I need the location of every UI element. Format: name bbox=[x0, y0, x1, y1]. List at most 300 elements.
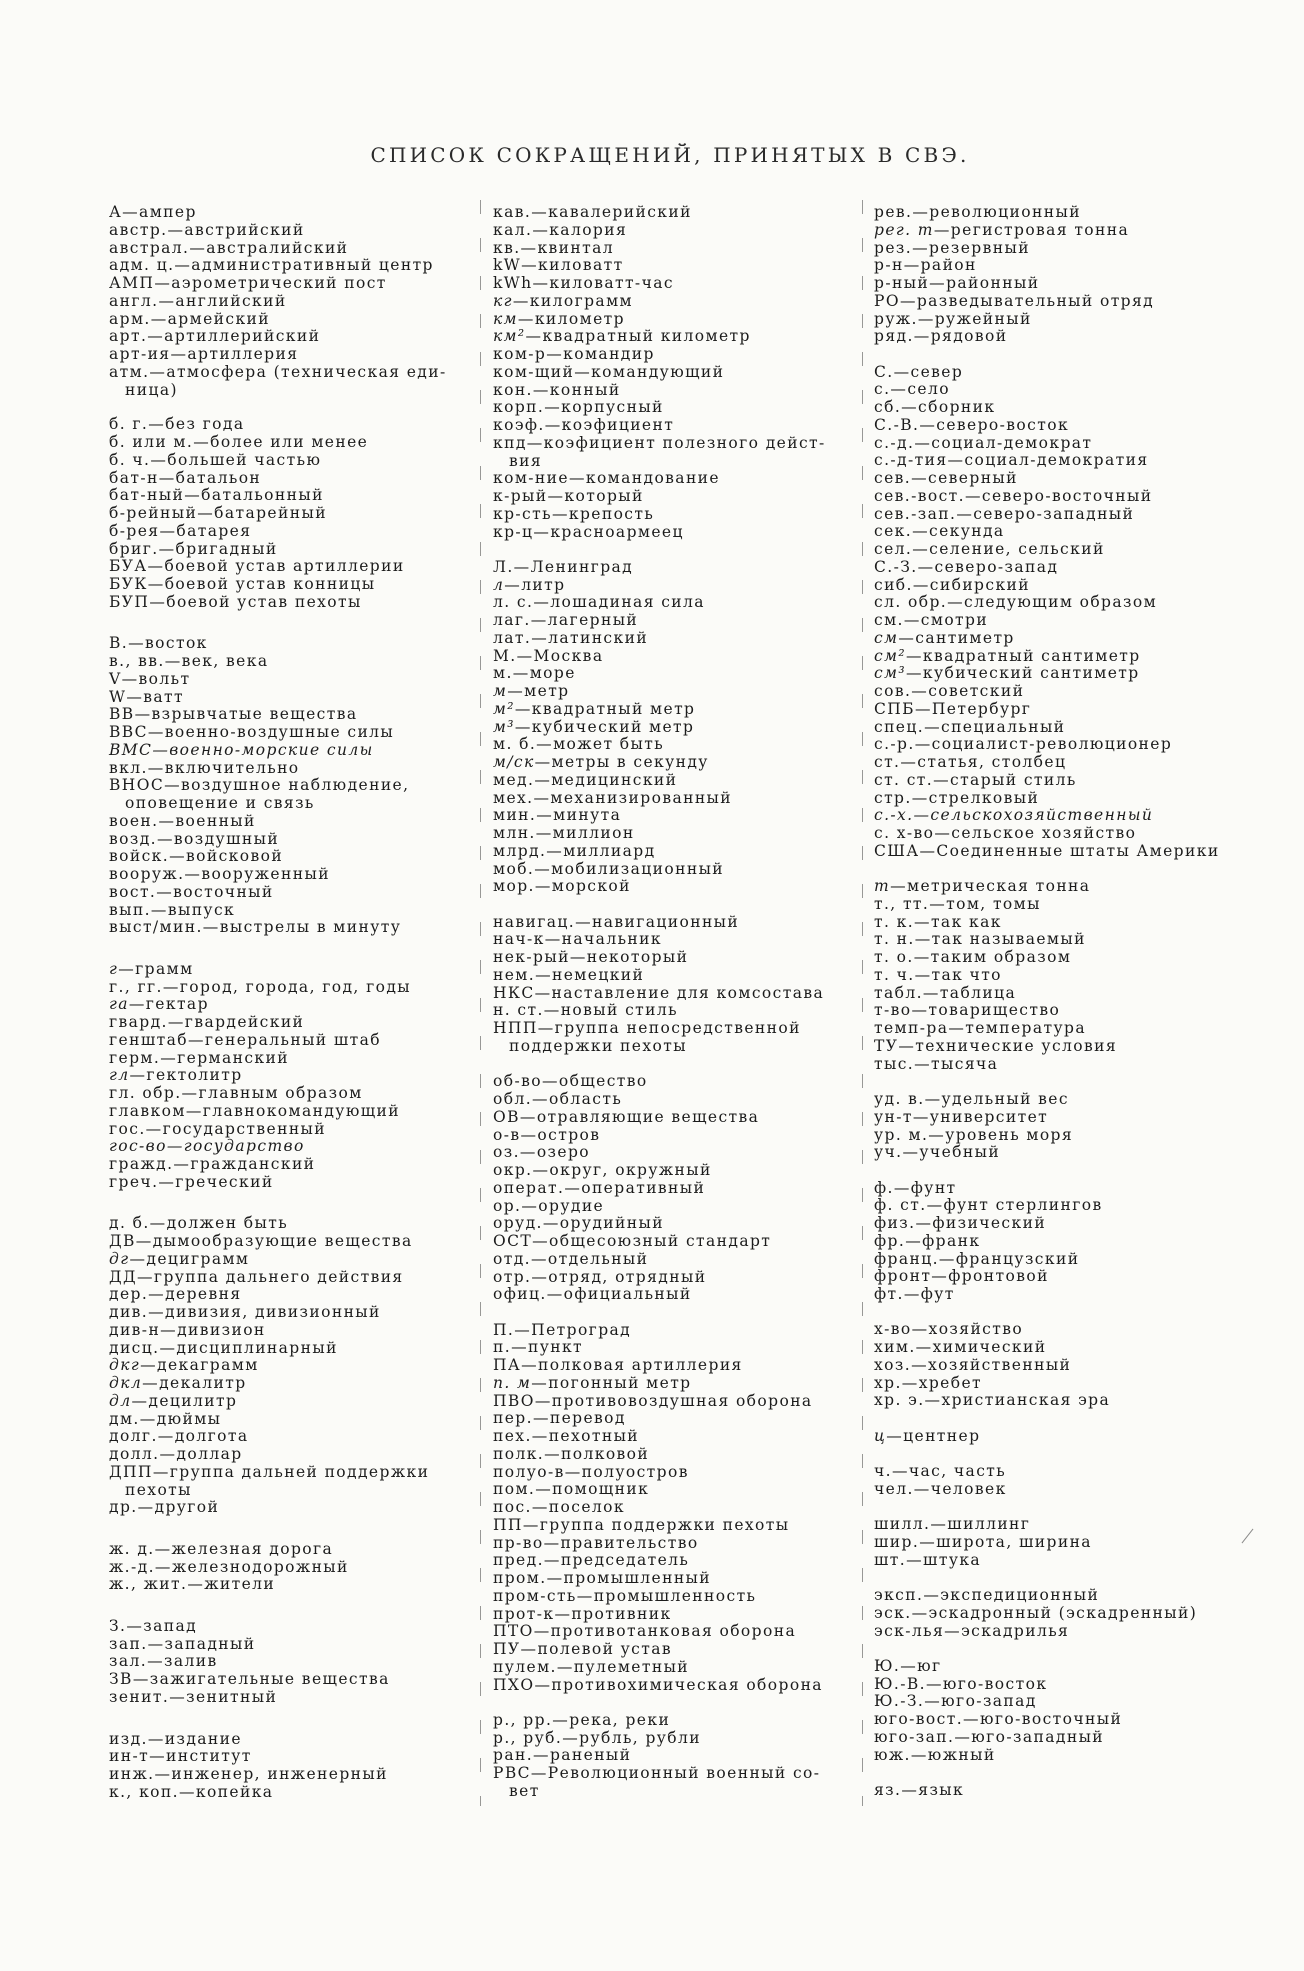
abbreviation: тыс. bbox=[874, 1054, 915, 1073]
entry-dash: — bbox=[522, 1515, 540, 1534]
abbreviation: рев. bbox=[874, 203, 913, 221]
abbreviation-definition: квадратный метр bbox=[531, 699, 696, 718]
abbreviation-entry bbox=[874, 1251, 1239, 1269]
abbreviation-definition: секунда bbox=[928, 522, 1005, 541]
abbreviation-entry bbox=[874, 1375, 1239, 1393]
abbreviation-entry bbox=[874, 523, 1239, 541]
entry-dash: — bbox=[159, 521, 177, 540]
abbreviation: ф. ст. bbox=[874, 1196, 927, 1215]
abbreviation-definition: сборник bbox=[918, 398, 996, 417]
entry-dash: — bbox=[535, 965, 552, 984]
abbreviation-entry bbox=[109, 1233, 464, 1251]
entry-dash: — bbox=[913, 806, 931, 825]
abbreviation-definition: грамм bbox=[135, 959, 194, 978]
abbreviation-definition: противник bbox=[571, 1604, 672, 1623]
entry-dash: — bbox=[898, 1036, 916, 1055]
abbreviation-definition: озеро bbox=[536, 1143, 591, 1162]
entry-dash: — bbox=[934, 824, 952, 843]
abbreviation: ор. bbox=[493, 1196, 522, 1215]
abbreviation: гос. bbox=[109, 1119, 146, 1138]
entry-dash: — bbox=[531, 628, 549, 647]
abbreviation-entry bbox=[493, 1215, 848, 1233]
abbreviation-definition: юго-запад bbox=[941, 1692, 1037, 1711]
entry-dash: — bbox=[903, 611, 921, 630]
abbreviation: австрал. bbox=[109, 238, 190, 257]
abbreviation-entry bbox=[109, 364, 464, 382]
entry-dash: — bbox=[575, 912, 592, 931]
abbreviation-definition: человек bbox=[930, 1479, 1007, 1498]
abbreviation: м² bbox=[493, 699, 515, 718]
abbreviation-definition: инженер, инженерный bbox=[171, 1765, 388, 1784]
abbreviation-definition: температура bbox=[965, 1019, 1086, 1038]
abbreviation: н. ст. bbox=[493, 1001, 544, 1020]
entry-dash: — bbox=[944, 1621, 962, 1640]
abbreviation-definition: резервный bbox=[928, 238, 1030, 257]
abbreviation-entry bbox=[109, 1541, 464, 1559]
entry-dash: — bbox=[139, 1409, 157, 1428]
abbreviation: вост. bbox=[109, 882, 157, 901]
abbreviation-definition: раненый bbox=[549, 1746, 632, 1765]
entry-dash: — bbox=[569, 948, 587, 967]
abbreviation-definition: округ, окружный bbox=[549, 1161, 712, 1180]
abbreviation: С.-З. bbox=[874, 557, 918, 576]
abbreviation-definition: командование bbox=[585, 469, 720, 488]
abbreviation: ОВ bbox=[493, 1107, 520, 1126]
definition-continuation: вет bbox=[509, 1781, 540, 1800]
abbreviation: юго-зап. bbox=[874, 1727, 955, 1746]
abbreviation: сек. bbox=[874, 522, 913, 541]
abbreviation: гос-во bbox=[109, 1137, 167, 1156]
abbreviation: хоз. bbox=[874, 1355, 912, 1374]
abbreviation-definition: километр bbox=[534, 309, 625, 328]
abbreviation-definition: так как bbox=[930, 912, 1002, 931]
abbreviation-definition: общесоюзный стандарт bbox=[549, 1232, 772, 1251]
abbreviation-entry bbox=[109, 1032, 464, 1050]
abbreviation-entry bbox=[493, 1588, 848, 1606]
abbreviation: юж. bbox=[874, 1745, 911, 1764]
abbreviation: греч. bbox=[109, 1172, 159, 1191]
abbreviation: шт. bbox=[874, 1550, 907, 1569]
entry-dash: — bbox=[158, 291, 176, 310]
entry-dash: — bbox=[912, 1107, 930, 1126]
abbreviation-definition: сельское хозяйство bbox=[951, 824, 1137, 843]
abbreviation-entry bbox=[874, 825, 1239, 843]
abbreviation-definition: английский bbox=[175, 291, 287, 310]
entry-dash: — bbox=[122, 203, 140, 221]
entry-dash: — bbox=[919, 841, 937, 860]
abbreviation: п. bbox=[493, 1338, 512, 1357]
abbreviation-definition: миллиард bbox=[563, 841, 656, 860]
entry-dash: — bbox=[532, 1161, 550, 1180]
entry-dash: — bbox=[512, 291, 530, 310]
abbreviation: нек-рый bbox=[493, 948, 570, 967]
abbreviation-definition: дымообразующие вещества bbox=[152, 1232, 413, 1251]
abbreviation-definition: пулеметный bbox=[573, 1657, 690, 1676]
abbreviation-entry bbox=[109, 576, 464, 594]
abbreviation-definition: город, города, год, годы bbox=[179, 977, 412, 996]
abbreviation-definition: отдельный bbox=[547, 1249, 649, 1268]
abbreviation-definition: северо-восточный bbox=[981, 486, 1153, 505]
abbreviation-entry bbox=[493, 204, 848, 222]
abbreviation: ОСТ bbox=[493, 1232, 533, 1251]
abbreviation-entry bbox=[874, 967, 1239, 985]
abbreviation-entry bbox=[493, 222, 848, 240]
abbreviation: чел. bbox=[874, 1479, 914, 1498]
abbreviation: сев.-зап. bbox=[874, 504, 957, 523]
entry-dash: — bbox=[924, 717, 941, 736]
abbreviation-entry bbox=[874, 399, 1239, 417]
abbreviation: див. bbox=[109, 1303, 149, 1322]
abbreviation-entry bbox=[493, 985, 848, 1003]
abbreviation-entry bbox=[493, 878, 848, 896]
entry-dash: — bbox=[128, 634, 146, 653]
entry-dash: — bbox=[135, 1232, 153, 1251]
abbreviation-definition: зенитный bbox=[186, 1687, 278, 1706]
abbreviation-definition: таким образом bbox=[930, 948, 1072, 967]
abbreviation: арм. bbox=[109, 309, 151, 328]
entry-dash: — bbox=[170, 345, 188, 363]
abbreviation-definition: университет bbox=[929, 1107, 1049, 1126]
abbreviation-definition: дисциплинарный bbox=[176, 1338, 338, 1357]
entry-dash: — bbox=[511, 1338, 528, 1357]
abbreviation: шилл. bbox=[874, 1515, 931, 1534]
abbreviation-entry bbox=[874, 1286, 1239, 1304]
abbreviation: сл. обр. bbox=[874, 593, 948, 612]
entry-dash: — bbox=[933, 770, 950, 789]
abbreviation-entry bbox=[109, 1375, 464, 1393]
abbreviation-definition: жители bbox=[204, 1575, 276, 1594]
abbreviation-entry bbox=[109, 1050, 464, 1068]
abbreviation-definition: корпусный bbox=[561, 398, 664, 417]
entry-dash: — bbox=[912, 575, 930, 594]
abbreviation-entry bbox=[874, 293, 1239, 311]
abbreviation-entry bbox=[109, 1559, 464, 1577]
abbreviation-definition: медицинский bbox=[551, 770, 678, 789]
abbreviation-entry bbox=[493, 701, 848, 719]
abbreviation: V bbox=[109, 669, 122, 688]
entry-dash: — bbox=[902, 1143, 920, 1162]
entry-dash: — bbox=[126, 687, 144, 706]
abbreviation-entry bbox=[493, 1393, 848, 1411]
abbreviation-definition: копейка bbox=[195, 1782, 274, 1801]
abbreviation: СПБ bbox=[874, 699, 915, 718]
entry-dash: — bbox=[134, 705, 152, 724]
abbreviation-definition: юго-восток bbox=[942, 1674, 1048, 1693]
abbreviation: юго-вост. bbox=[874, 1710, 964, 1729]
entry-dash: — bbox=[938, 1249, 956, 1268]
abbreviation: с. bbox=[874, 380, 891, 399]
abbreviation-entry bbox=[874, 719, 1239, 737]
abbreviation-definition: ватт bbox=[143, 687, 184, 706]
abbreviation: ж. д. bbox=[109, 1539, 155, 1558]
abbreviation: ж., жит. bbox=[109, 1575, 188, 1594]
entry-dash: — bbox=[532, 1090, 549, 1109]
abbreviation: сел. bbox=[874, 540, 913, 559]
entry-dash: — bbox=[148, 415, 166, 434]
entry-dash: — bbox=[544, 416, 562, 434]
abbreviation-definition: смотри bbox=[920, 611, 989, 630]
abbreviation: бат-ный bbox=[109, 486, 185, 505]
entry-dash: — bbox=[147, 1634, 165, 1653]
abbreviation-entry bbox=[109, 1464, 464, 1482]
abbreviation-entry bbox=[493, 843, 848, 861]
abbreviation-entry bbox=[874, 417, 1239, 435]
abbreviation: мех. bbox=[493, 788, 534, 807]
abbreviation: полк. bbox=[493, 1444, 545, 1463]
entry-dash: — bbox=[169, 847, 186, 866]
abbreviation-definition: официальный bbox=[563, 1285, 692, 1304]
abbreviation-definition: группа поддержки пехоты bbox=[539, 1515, 790, 1534]
abbreviation-group bbox=[493, 204, 848, 541]
abbreviation: гл bbox=[109, 1066, 130, 1085]
entry-dash: — bbox=[930, 1515, 948, 1534]
abbreviation-entry bbox=[109, 1748, 464, 1766]
abbreviation-definition: западный bbox=[164, 1634, 256, 1653]
abbreviation-definition: промышленность bbox=[593, 1586, 757, 1605]
abbreviation-definition: механизированный bbox=[550, 788, 733, 807]
abbreviation: к., коп. bbox=[109, 1782, 179, 1801]
abbreviation: ПУ bbox=[493, 1640, 521, 1659]
abbreviation-entry bbox=[493, 1570, 848, 1588]
entry-dash: — bbox=[149, 1214, 167, 1233]
entry-dash: — bbox=[533, 522, 551, 541]
abbreviation: т. ч. bbox=[874, 965, 915, 984]
abbreviation-entry bbox=[874, 541, 1239, 559]
abbreviation-group bbox=[874, 204, 1239, 346]
abbreviation-entry bbox=[874, 648, 1239, 666]
abbreviation-definition: мобилизационный bbox=[551, 859, 725, 878]
abbreviation-group bbox=[874, 364, 1239, 861]
abbreviation-definition: воздушное наблюдение, bbox=[180, 776, 410, 795]
abbreviation: пом. bbox=[493, 1480, 536, 1499]
abbreviation-definition: удельный вес bbox=[941, 1090, 1069, 1109]
abbreviation-entry bbox=[874, 470, 1239, 488]
entry-dash: — bbox=[901, 1373, 919, 1392]
abbreviation-entry bbox=[493, 1180, 848, 1198]
abbreviation-entry bbox=[493, 559, 848, 577]
abbreviation-definition: северо-восток bbox=[936, 415, 1070, 434]
abbreviation-definition: тысяча bbox=[931, 1054, 999, 1073]
definition-continuation: пехоты bbox=[125, 1480, 192, 1499]
abbreviation: шир. bbox=[874, 1533, 920, 1551]
entry-dash: — bbox=[552, 1710, 570, 1729]
abbreviation-definition: квадратный сантиметр bbox=[922, 646, 1141, 665]
abbreviation: операт. bbox=[493, 1178, 565, 1197]
abbreviation-entry bbox=[874, 1428, 1239, 1446]
abbreviation-definition: франк bbox=[922, 1231, 981, 1250]
abbreviation-definition: минута bbox=[553, 806, 622, 825]
entry-dash: — bbox=[903, 256, 921, 275]
abbreviation: спец. bbox=[874, 717, 925, 736]
entry-dash: — bbox=[564, 1178, 582, 1197]
abbreviation: об-во bbox=[493, 1072, 542, 1091]
abbreviation: корп. bbox=[493, 398, 545, 417]
abbreviation-entry bbox=[493, 772, 848, 790]
abbreviation: ПП bbox=[493, 1515, 523, 1534]
column-right bbox=[874, 204, 1239, 1800]
abbreviation-entry bbox=[493, 311, 848, 329]
entry-dash: — bbox=[929, 274, 947, 292]
abbreviation-definition: немецкий bbox=[552, 965, 645, 984]
abbreviation-entry bbox=[874, 772, 1239, 790]
entry-dash: — bbox=[534, 1675, 552, 1694]
abbreviation-entry bbox=[493, 1428, 848, 1446]
abbreviation-group bbox=[493, 914, 848, 1056]
entry-dash: — bbox=[520, 238, 538, 257]
entry-dash: — bbox=[514, 699, 532, 718]
abbreviation-entry bbox=[109, 523, 464, 541]
abbreviation-definition: социал-демократия bbox=[964, 451, 1149, 470]
abbreviation: с.-д-тия bbox=[874, 451, 948, 470]
abbreviation: мор. bbox=[493, 877, 535, 896]
abbreviation: ран. bbox=[493, 1746, 534, 1765]
abbreviation: млн. bbox=[493, 824, 536, 843]
abbreviation-entry bbox=[874, 931, 1239, 949]
abbreviation-entry bbox=[109, 866, 464, 884]
entry-dash: — bbox=[947, 593, 965, 612]
abbreviation-definition: атмосфера (техническая еди- bbox=[166, 362, 447, 381]
entry-dash: — bbox=[913, 327, 931, 346]
abbreviation-entry bbox=[493, 240, 848, 258]
abbreviation: ин-т bbox=[109, 1747, 150, 1766]
abbreviation-definition: статья, столбец bbox=[917, 753, 1067, 772]
abbreviation-entry bbox=[109, 813, 464, 831]
abbreviation-entry bbox=[874, 1268, 1239, 1286]
abbreviation-entry bbox=[493, 488, 848, 506]
abbreviation-definition: уровень моря bbox=[945, 1125, 1074, 1144]
abbreviation: БУК bbox=[109, 575, 148, 593]
abbreviation-definition: Петербург bbox=[931, 699, 1032, 718]
abbreviation: австр. bbox=[109, 220, 168, 239]
abbreviation: ВВС bbox=[109, 723, 148, 742]
abbreviation-entry bbox=[109, 293, 464, 311]
abbreviation: долл. bbox=[109, 1445, 160, 1464]
entry-dash: — bbox=[901, 1781, 919, 1800]
abbreviation: хр. э. bbox=[874, 1391, 925, 1410]
abbreviation-definition: полевой устав bbox=[537, 1640, 672, 1659]
abbreviation-definition: аэрометрический пост bbox=[171, 274, 387, 292]
abbreviation-entry bbox=[874, 1587, 1239, 1605]
entry-dash: — bbox=[911, 469, 929, 488]
abbreviation: коэф. bbox=[493, 416, 545, 434]
abbreviation: руж. bbox=[874, 309, 918, 328]
abbreviation: кв. bbox=[493, 238, 521, 257]
abbreviation-group bbox=[109, 1541, 464, 1594]
abbreviation-entry bbox=[493, 1233, 848, 1251]
entry-dash: — bbox=[147, 758, 165, 777]
entry-dash: — bbox=[533, 1746, 550, 1765]
abbreviation-group bbox=[874, 1091, 1239, 1162]
entry-dash: — bbox=[167, 1013, 185, 1032]
abbreviation-entry bbox=[493, 470, 848, 488]
abbreviation-entry bbox=[109, 594, 464, 612]
entry-dash: — bbox=[189, 238, 207, 257]
abbreviation-entry bbox=[109, 1393, 464, 1411]
abbreviation-definition: киловатт-час bbox=[549, 274, 674, 292]
abbreviation-definition: регистровая тонна bbox=[950, 220, 1130, 239]
entry-dash: — bbox=[963, 1710, 980, 1729]
abbreviation: пром. bbox=[493, 1569, 547, 1588]
entry-dash: — bbox=[160, 1048, 178, 1067]
abbreviation: ДПП bbox=[109, 1462, 153, 1481]
abbreviation: стр. bbox=[874, 788, 912, 807]
abbreviation-definition: кубический сантиметр bbox=[922, 664, 1140, 683]
abbreviation-definition: том, томы bbox=[946, 894, 1041, 913]
abbreviation-entry bbox=[493, 665, 848, 683]
abbreviation-definition: государственный bbox=[162, 1119, 327, 1138]
abbreviation: км² bbox=[493, 327, 526, 346]
abbreviation-entry bbox=[109, 653, 464, 671]
abbreviation-definition: крепость bbox=[568, 504, 655, 523]
abbreviation-entry bbox=[493, 364, 848, 382]
abbreviation-definition: оперативный bbox=[581, 1178, 706, 1197]
abbreviation: див-н bbox=[109, 1320, 161, 1339]
entry-dash: — bbox=[925, 1674, 943, 1693]
abbreviation: БУП bbox=[109, 592, 150, 611]
abbreviation: адм. ц. bbox=[109, 256, 175, 275]
abbreviation: о-в bbox=[493, 1125, 521, 1144]
abbreviation-entry bbox=[874, 204, 1239, 222]
abbreviation-definition: железнодорожный bbox=[171, 1557, 349, 1576]
abbreviation-entry bbox=[493, 1020, 848, 1038]
abbreviation-definition: век, века bbox=[181, 652, 269, 671]
abbreviation-entry bbox=[493, 719, 848, 737]
abbreviation-entry bbox=[109, 1357, 464, 1375]
abbreviation-definition: социал-демократ bbox=[931, 433, 1093, 452]
abbreviation-definition: селение, сельский bbox=[929, 540, 1105, 559]
abbreviation-definition: хребет bbox=[918, 1373, 983, 1392]
entry-dash: — bbox=[886, 1426, 904, 1445]
abbreviation-entry bbox=[874, 488, 1239, 506]
abbreviation-entry bbox=[874, 1693, 1239, 1711]
abbreviation-definition: начальник bbox=[561, 930, 662, 949]
entry-dash: — bbox=[187, 1575, 205, 1594]
abbreviation-entry bbox=[109, 1138, 464, 1156]
entry-dash: — bbox=[542, 1214, 560, 1233]
abbreviation-entry bbox=[874, 1321, 1239, 1339]
abbreviation: дер. bbox=[109, 1285, 149, 1304]
abbreviation: обл. bbox=[493, 1090, 533, 1109]
entry-dash: — bbox=[150, 309, 168, 328]
abbreviation-definition: батарея bbox=[176, 521, 252, 540]
entry-dash: — bbox=[173, 1155, 191, 1174]
entry-dash: — bbox=[911, 1355, 928, 1374]
abbreviation-entry bbox=[109, 1618, 464, 1636]
abbreviation: сб. bbox=[874, 398, 902, 417]
abbreviation-definition: юг bbox=[917, 1656, 942, 1675]
abbreviation: АМП bbox=[109, 274, 155, 292]
abbreviation-entry bbox=[874, 612, 1239, 630]
abbreviation-entry bbox=[493, 328, 848, 346]
abbreviation-definition: сантиметр bbox=[915, 628, 1015, 647]
abbreviation-entry bbox=[109, 346, 464, 364]
abbreviation-entry bbox=[493, 1091, 848, 1109]
abbreviation-group bbox=[109, 1731, 464, 1802]
abbreviation-group bbox=[874, 1658, 1239, 1765]
abbreviation: пех. bbox=[493, 1427, 532, 1446]
abbreviation: кав. bbox=[493, 203, 532, 221]
abbreviation: выст/мин. bbox=[109, 918, 203, 937]
abbreviation: Ю. bbox=[874, 1656, 901, 1675]
abbreviation: б-рейный bbox=[109, 504, 198, 522]
abbreviation-entry bbox=[109, 706, 464, 724]
abbreviation: г bbox=[109, 959, 119, 978]
entry-dash: — bbox=[159, 1445, 177, 1464]
abbreviation-definition: физический bbox=[932, 1214, 1047, 1233]
entry-dash: — bbox=[574, 362, 592, 381]
entry-dash: — bbox=[166, 1137, 184, 1156]
entry-dash: — bbox=[164, 776, 181, 795]
